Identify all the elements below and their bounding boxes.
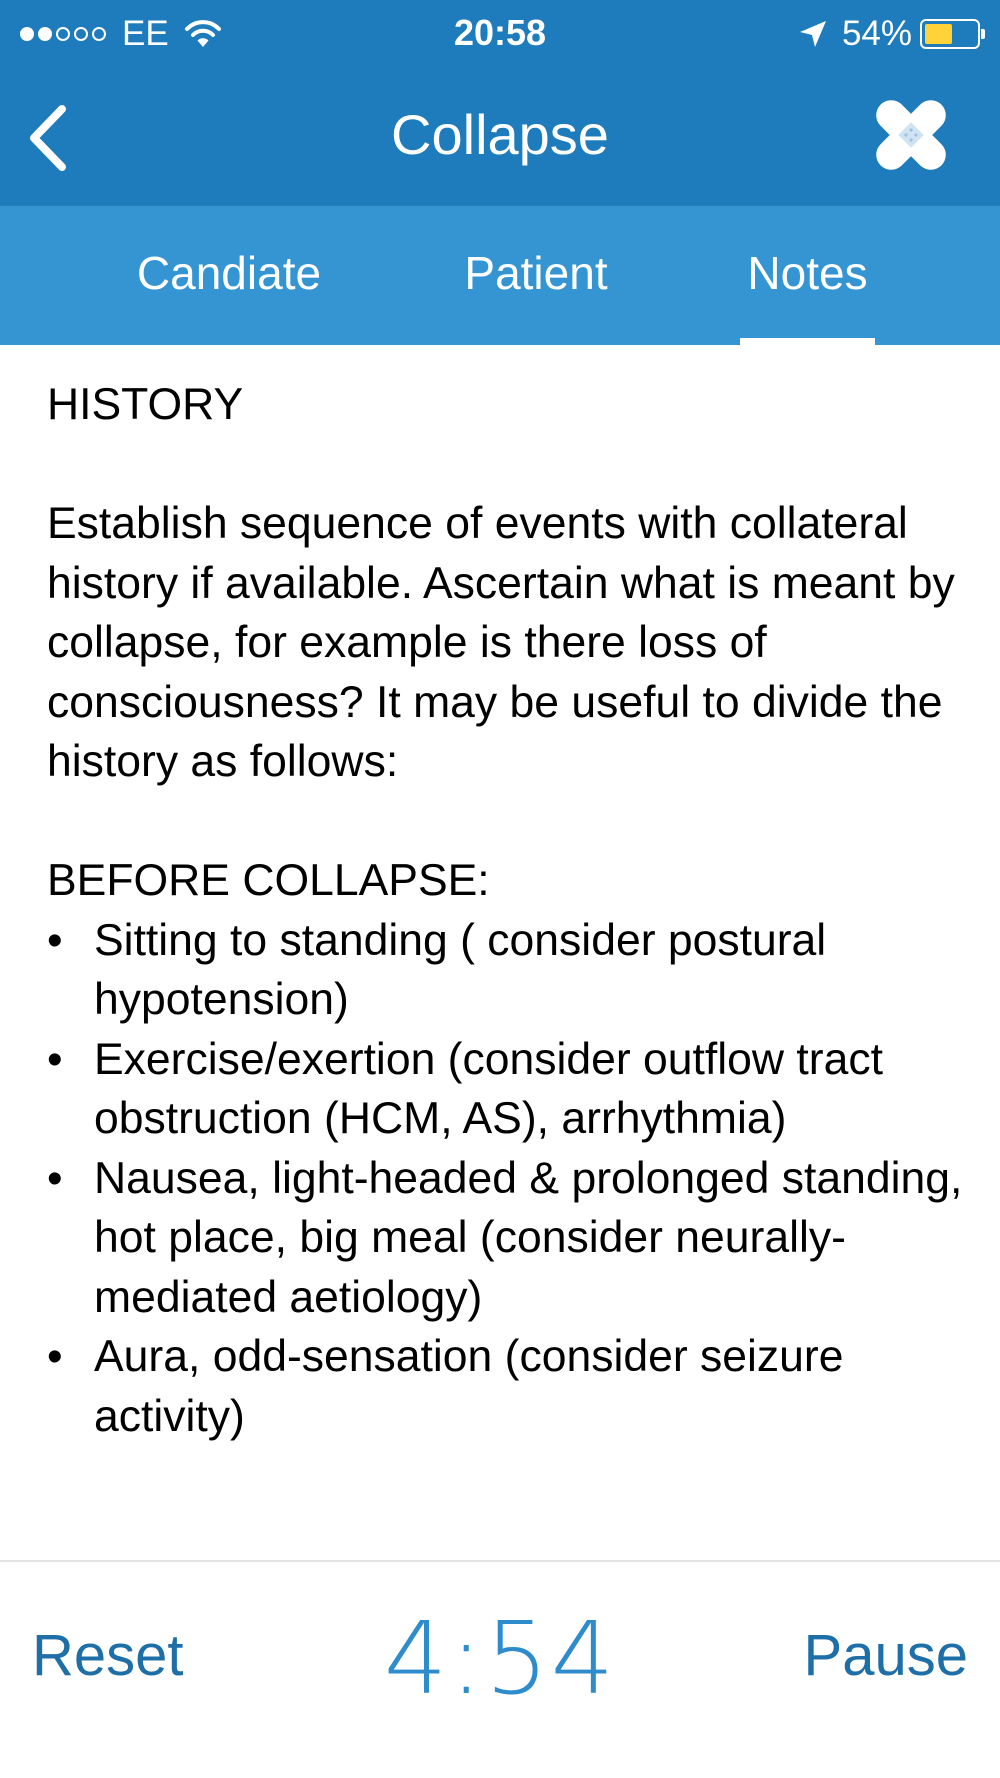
- notes-text: [47, 375, 967, 1446]
- list-item: • Aura, odd-sensation (consider seizure activity): [47, 1327, 967, 1446]
- battery-icon: [920, 19, 980, 49]
- battery-level-fill: [925, 24, 952, 44]
- notes-intro: Establish sequence of events with collateral history if available. Ascertain what is meant by collapse, for example is there loss of consciousness? It may be useful to divide the history as follows:: [47, 499, 955, 786]
- battery-percent: 54%: [841, 14, 912, 53]
- list-item: • Sitting to standing ( consider postural hypotension): [47, 911, 967, 1030]
- notes-section-title: BEFORE COLLAPSE:: [47, 856, 490, 905]
- spacer: [47, 435, 967, 495]
- page-title: Collapse: [391, 103, 609, 166]
- tab-candidate[interactable]: Candiate: [136, 247, 322, 299]
- selected-tab-indicator: [740, 338, 875, 345]
- tab-bar: [0, 205, 1000, 345]
- status-right: [798, 14, 980, 54]
- navigation-bar: [0, 70, 1000, 205]
- location-arrow-icon: [798, 19, 828, 49]
- countdown-timer: 4:54: [383, 1600, 617, 1717]
- notes-bullet-list: [47, 911, 967, 1447]
- pause-button[interactable]: Pause: [803, 1623, 968, 1688]
- list-item: • Nausea, light-headed & prolonged standing, hot place, big meal (consider neurally-mediated aetiology): [47, 1149, 967, 1328]
- carrier-name: EE: [122, 14, 169, 53]
- status-bar: [0, 0, 1000, 70]
- tab-notes[interactable]: Notes: [747, 247, 868, 299]
- notes-content[interactable]: [0, 345, 1000, 1560]
- plaster-button[interactable]: [866, 90, 956, 180]
- plaster-icon: [866, 90, 956, 180]
- status-time: 20:58: [453, 12, 547, 53]
- reset-button[interactable]: Reset: [32, 1623, 184, 1688]
- spacer: [47, 792, 967, 852]
- battery-tip: [981, 29, 985, 39]
- list-item: • Exercise/exertion (consider outflow tract obstruction (HCM, AS), arrhythmia): [47, 1030, 967, 1149]
- timer-footer: [0, 1560, 1000, 1778]
- notes-heading: HISTORY: [47, 380, 244, 429]
- tab-patient[interactable]: Patient: [464, 247, 608, 299]
